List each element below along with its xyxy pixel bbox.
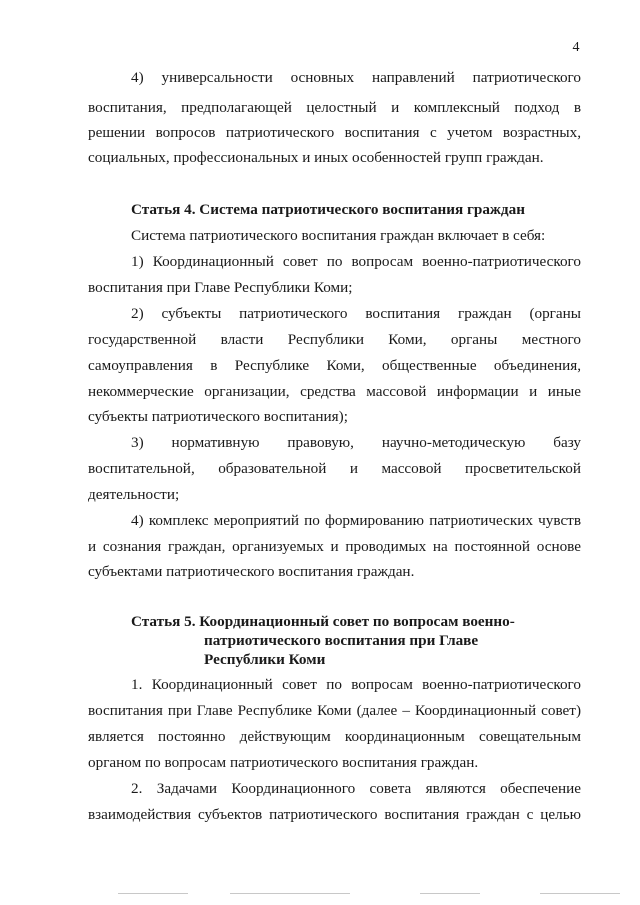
- paragraph-2-cont: взаимодействия субъектов патриотического воспитания граждан с целью: [88, 806, 581, 823]
- list-item-4-cont: и сознания граждан, организуемых и проводимых на постоянной основе: [88, 538, 581, 555]
- article-4-heading: Статья 4. Система патриотического воспитания граждан: [131, 201, 525, 218]
- text-line: решении вопросов патриотического воспитания с учетом возрастных,: [88, 124, 581, 141]
- article-5-heading: Статья 5. Координационный совет по вопросам военно-: [131, 613, 515, 630]
- scan-artifact: [118, 893, 188, 894]
- article-5-heading-cont: Республики Коми: [204, 651, 326, 668]
- list-item-2-cont: субъекты патриотического воспитания);: [88, 408, 348, 425]
- list-item-1: 1) Координационный совет по вопросам военно-патриотического: [131, 253, 581, 270]
- text-line: воспитания, предполагающей целостный и комплексный подход в: [88, 99, 581, 116]
- list-item-2-cont: некоммерческие организации, средства массовой информации и иные: [88, 383, 581, 400]
- scan-artifact: [230, 893, 350, 894]
- scan-artifact: [540, 893, 620, 894]
- paragraph-1-cont: воспитания при Главе Республике Коми (далее – Координационный совет): [88, 702, 581, 719]
- list-item-2-cont: государственной власти Республики Коми, органы местного: [88, 331, 581, 348]
- page-number: 4: [572, 40, 580, 55]
- list-item-3-cont: воспитательной, образовательной и массовой просветительской: [88, 460, 581, 477]
- paragraph-1-cont: органом по вопросам патриотического воспитания граждан.: [88, 754, 479, 771]
- list-item-4: 4) комплекс мероприятий по формированию патриотических чувств: [131, 512, 581, 529]
- article-4-intro: Система патриотического воспитания граждан включает в себя:: [131, 227, 546, 244]
- list-item-2: 2) субъекты патриотического воспитания граждан (органы: [131, 305, 581, 322]
- paragraph-1-cont: является постоянно действующим координационным совещательным: [88, 728, 581, 745]
- paragraph-1: 1. Координационный совет по вопросам военно-патриотического: [131, 676, 581, 693]
- scan-artifact: [420, 893, 480, 894]
- list-item-4-cont: субъектами патриотического воспитания граждан.: [88, 563, 415, 580]
- article-5-heading-cont: патриотического воспитания при Главе: [204, 632, 479, 649]
- list-item-1-cont: воспитания при Главе Республики Коми;: [88, 279, 353, 296]
- list-item-2-cont: самоуправления в Республике Коми, общественные объединения,: [88, 357, 581, 374]
- list-item-3: 3) нормативную правовую, научно-методическую базу: [131, 434, 581, 451]
- text-line: социальных, профессиональных и иных особенностей групп граждан.: [88, 149, 544, 166]
- list-item-3-cont: деятельности;: [88, 486, 180, 503]
- text-line: 4) универсальности основных направлений патриотического: [131, 69, 581, 86]
- paragraph-2: 2. Задачами Координационного совета являются обеспечение: [131, 780, 581, 797]
